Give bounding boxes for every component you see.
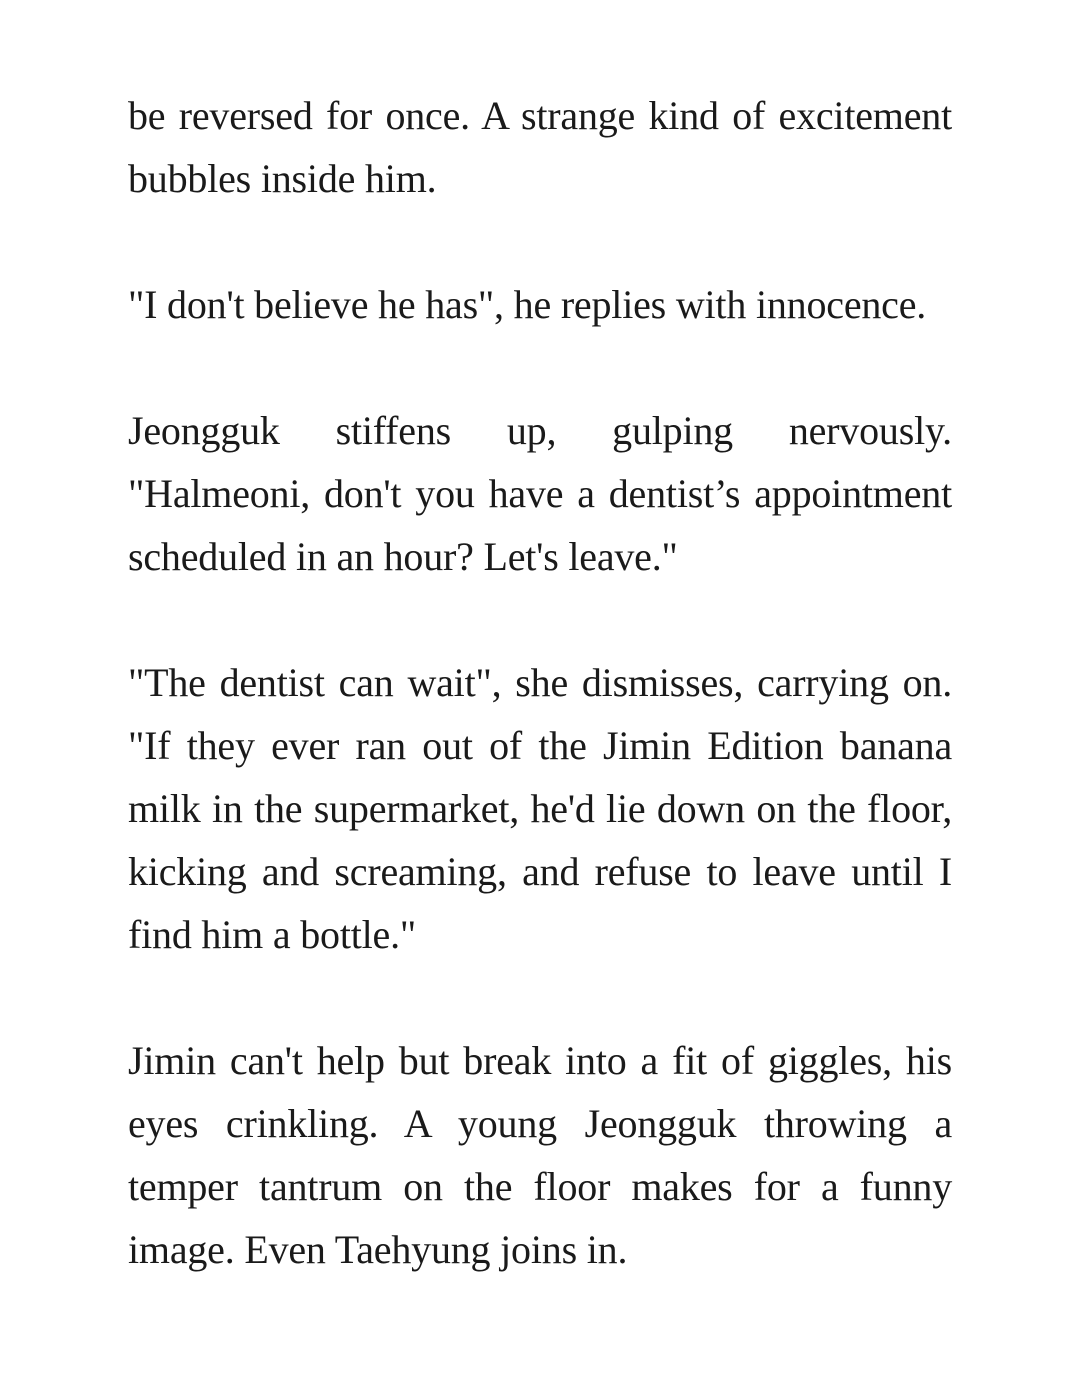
- story-paragraph: be reversed for once. A strange kind of excitement bubbles inside him.: [128, 93, 952, 201]
- story-paragraph: Jeongguk stiffens up, gulping nervously. "Halmeoni, don't you have a dentist’s appointment scheduled in an hour? Let's leave.": [128, 408, 952, 579]
- story-text: [128, 84, 952, 1281]
- story-paragraph: "I don't believe he has", he replies with innocence.: [128, 282, 927, 327]
- story-paragraph: Jimin can't help but break into a fit of giggles, his eyes crinkling. A young Jeongguk throwing a temper tantrum on the floor makes for a funny image. Even Taehyung joins in.: [128, 1038, 952, 1272]
- story-paragraph: "The dentist can wait", she dismisses, carrying on. "If they ever ran out of the Jimin Edition banana milk in the supermarket, he'd lie down on the floor, kicking and screaming, and refuse to leave until I find him a bottle.": [128, 660, 952, 957]
